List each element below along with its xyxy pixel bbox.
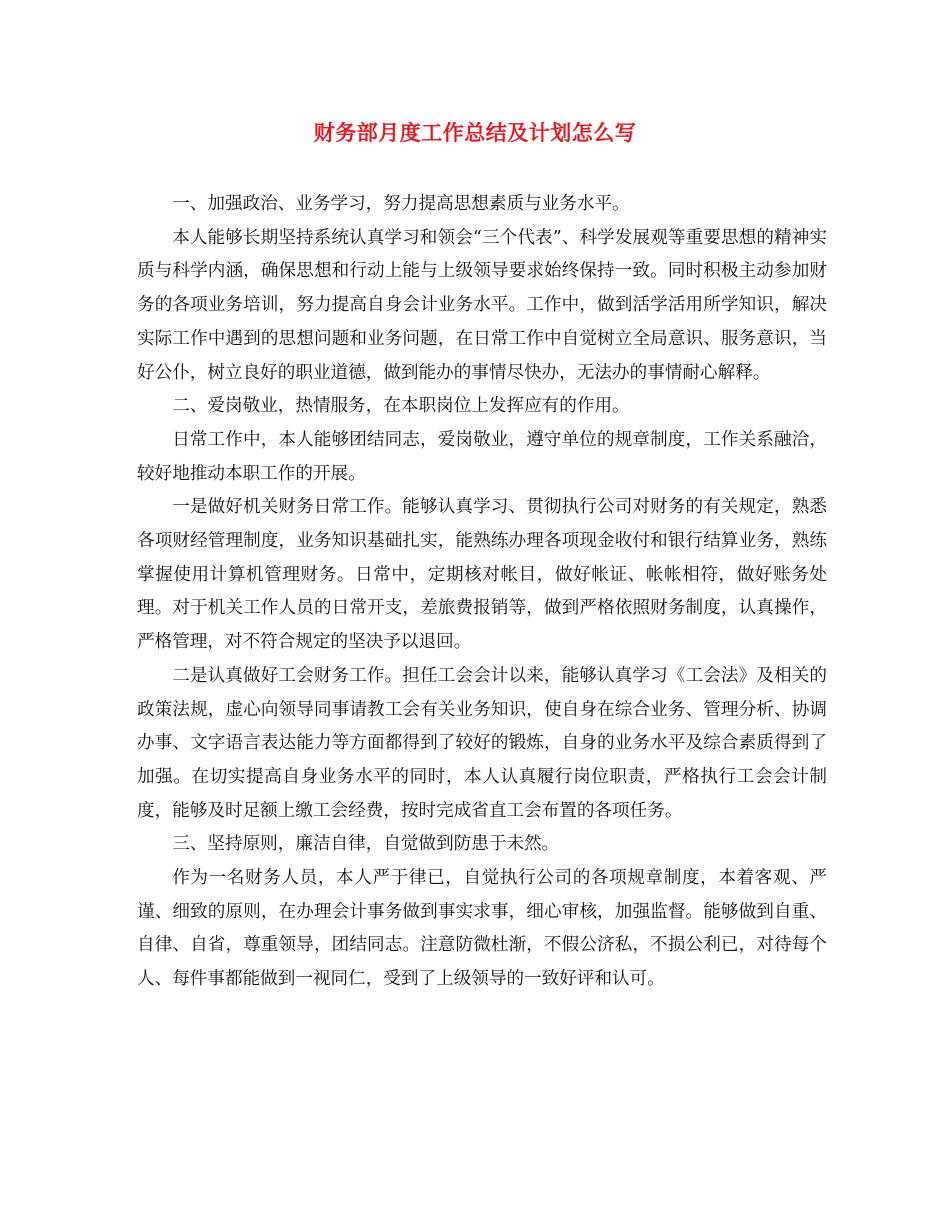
section-heading-2: 二、爱岗敬业，热情服务，在本职岗位上发挥应有的作用。 [172, 396, 630, 417]
document-body [137, 188, 827, 997]
paragraph: 本人能够长期坚持系统认真学习和领会“三个代表”、科学发展观等重要思想的精神实质与科学内涵，确保思想和行动上能与上级领导要求始终保持一致。同时积极主动参加财务的各项业务培训，努力提高自身会计业务水平。工作中，做到活学活用所学知识，解决实际工作中遇到的思想问题和业务问题，在日常工作中自觉树立全局意识、服务意识，当好公仆，树立良好的职业道德，做到能办的事情尽快办，无法办的事情耐心解释。 [137, 227, 827, 383]
paragraph: 二是认真做好工会财务工作。担任工会会计以来，能够认真学习《工会法》及相关的政策法规，虚心向领导同事请教工会有关业务知识，使自身在综合业务、管理分析、协调办事、文字语言表达能力等方面都得到了较好的锻炼，自身的业务水平及综合素质得到了加强。在切实提高自身业务水平的同时，本人认真履行岗位职责，严格执行工会会计制度，能够及时足额上缴工会经费，按时完成省直工会布置的各项任务。 [137, 665, 827, 821]
document-title: 财务部月度工作总结及计划怎么写 [313, 120, 637, 145]
section-heading-3: 三、坚持原则，廉洁自律，自觉做到防患于未然。 [172, 834, 560, 855]
paragraph: 一是做好机关财务日常工作。能够认真学习、贯彻执行公司对财务的有关规定，熟悉各项财经管理制度，业务知识基础扎实，能熟练办理各项现金收付和银行结算业务，熟练掌握使用计算机管理财务。日常中，定期核对帐目，做好帐证、帐帐相符，做好账务处理。对于机关工作人员的日常开支，差旅费报销等，做到严格依照财务制度，认真操作，严格管理，对不符合规定的坚决予以退回。 [137, 497, 827, 653]
paragraph: 作为一名财务人员，本人严于律已，自觉执行公司的各项规章制度，本着客观、严谨、细致的原则，在办理会计事务做到事实求事，细心审核，加强监督。能够做到自重、自律、自省，尊重领导，团结同志。注意防微杜渐，不假公济私，不损公利已，对待每个人、每件事都能做到一视同仁，受到了上级领导的一致好评和认可。 [137, 868, 827, 990]
section-heading-1: 一、加强政治、业务学习，努力提高思想素质与业务水平。 [172, 194, 630, 214]
paragraph: 日常工作中，本人能够团结同志，爱岗敬业，遵守单位的规章制度，工作关系融洽，较好地推动本职工作的开展。 [137, 429, 827, 484]
